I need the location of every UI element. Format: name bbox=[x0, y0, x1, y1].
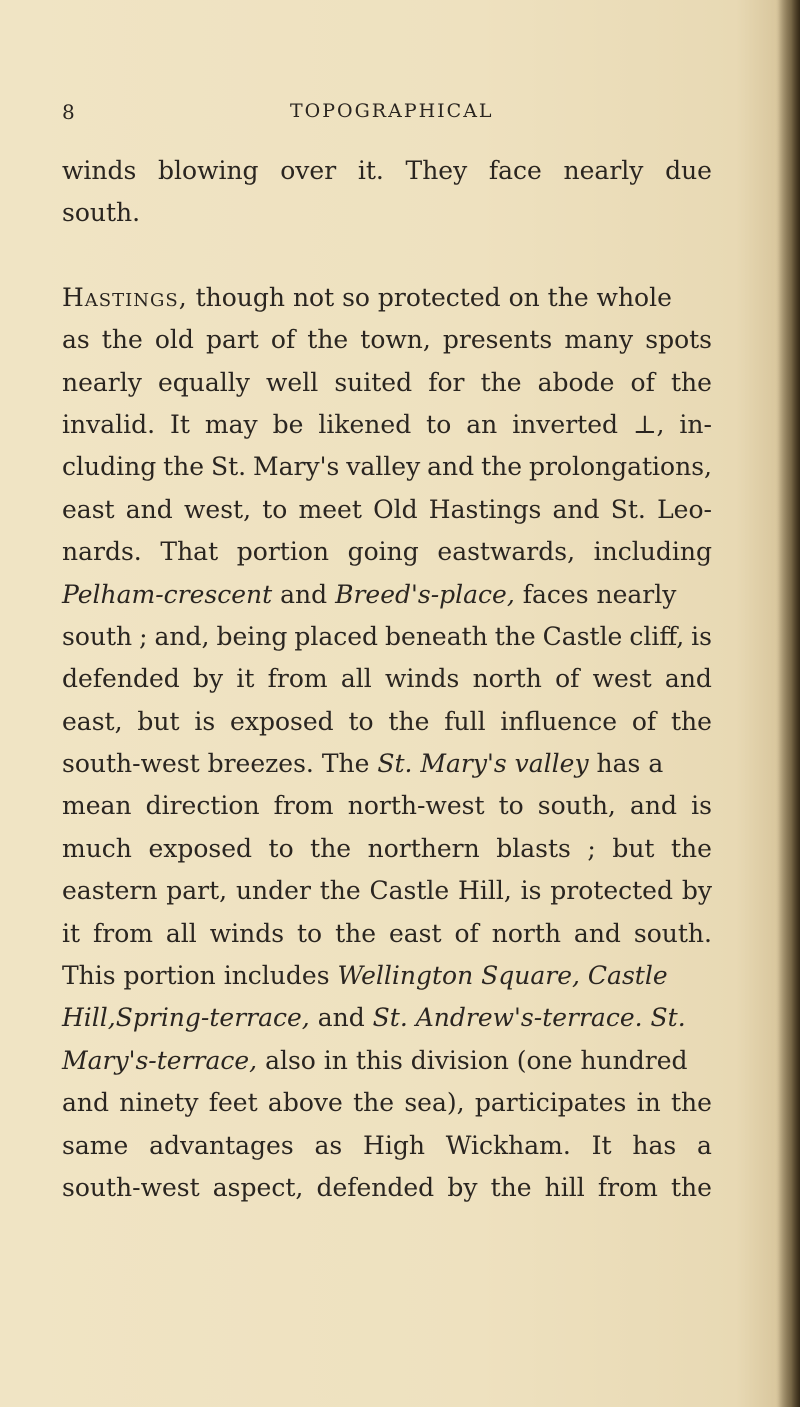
word: Hill, bbox=[458, 876, 512, 906]
word: north bbox=[472, 664, 542, 694]
word: ⊥, bbox=[632, 409, 665, 439]
word: to bbox=[297, 918, 323, 948]
text-line: Pelham-crescent and Breed's-place, faces nearly bbox=[62, 579, 677, 609]
word: south. bbox=[633, 918, 712, 948]
text-line: Hastings, though not so protected on the whole bbox=[62, 282, 672, 312]
word: above bbox=[267, 1088, 343, 1118]
word: the bbox=[335, 918, 377, 948]
word: of bbox=[631, 706, 657, 736]
text-line: south-west breezes. The St. Mary's valley has a bbox=[62, 749, 664, 779]
word: and bbox=[573, 918, 621, 948]
word: from bbox=[597, 1172, 658, 1202]
word: eastwards, bbox=[437, 537, 576, 567]
word: the bbox=[671, 706, 712, 736]
word: has bbox=[632, 1130, 677, 1160]
text-line bbox=[62, 1125, 712, 1167]
word: advantages bbox=[149, 1130, 294, 1160]
word: cliff, bbox=[629, 621, 685, 651]
word: much bbox=[62, 833, 132, 863]
word: from bbox=[267, 664, 328, 694]
running-head: TOPOGRAPHICAL bbox=[290, 100, 494, 122]
word: from bbox=[273, 791, 334, 821]
word: aspect, bbox=[212, 1172, 304, 1202]
word: Leo- bbox=[657, 494, 712, 524]
word: and, bbox=[154, 621, 210, 651]
word: High bbox=[363, 1130, 425, 1160]
word: blasts bbox=[496, 833, 571, 863]
word: Castle bbox=[369, 876, 450, 906]
word: exposed bbox=[148, 833, 253, 863]
text-line bbox=[62, 1082, 712, 1124]
word: the bbox=[319, 876, 361, 906]
word: It bbox=[591, 1130, 612, 1160]
word: all bbox=[165, 918, 197, 948]
word: south bbox=[62, 621, 133, 651]
word: from bbox=[92, 918, 153, 948]
word: going bbox=[347, 537, 419, 567]
word: That bbox=[160, 537, 219, 567]
word: placed bbox=[294, 621, 379, 651]
word: west, bbox=[184, 494, 252, 524]
word: and bbox=[629, 791, 677, 821]
word: due bbox=[665, 156, 712, 185]
word: to bbox=[348, 706, 374, 736]
word: defended bbox=[316, 1172, 435, 1202]
word: in bbox=[636, 1088, 661, 1118]
word: eastern bbox=[62, 876, 158, 906]
word: it bbox=[62, 918, 81, 948]
text-line: Mary's-terrace, also in this division (one hundred bbox=[62, 1045, 688, 1075]
word: the bbox=[353, 1088, 395, 1118]
word: west bbox=[592, 664, 652, 694]
word: invalid. bbox=[62, 409, 156, 439]
word: winds bbox=[209, 918, 285, 948]
word: Wickham. bbox=[445, 1130, 571, 1160]
word: of bbox=[270, 325, 296, 355]
word: St. bbox=[610, 494, 646, 524]
word: blowing bbox=[158, 156, 259, 185]
word: being bbox=[216, 621, 288, 651]
page-number: 8 bbox=[62, 100, 76, 124]
place-name-hastings: Hastings, bbox=[62, 282, 188, 312]
word: It bbox=[170, 409, 190, 439]
word: influence bbox=[500, 706, 617, 736]
text-line bbox=[62, 489, 712, 531]
word: in- bbox=[679, 409, 712, 439]
word: and bbox=[62, 1088, 110, 1118]
text-line bbox=[62, 362, 712, 404]
word: the bbox=[310, 833, 352, 863]
word: nards. bbox=[62, 537, 142, 567]
word: to bbox=[426, 409, 452, 439]
word: likened bbox=[318, 409, 412, 439]
word: feet bbox=[208, 1088, 258, 1118]
word: participates bbox=[474, 1088, 627, 1118]
word: mean bbox=[62, 791, 132, 821]
word: for bbox=[428, 367, 465, 397]
word: well bbox=[266, 367, 319, 397]
word: by bbox=[447, 1172, 478, 1202]
word: cluding bbox=[62, 452, 157, 482]
word: nearly bbox=[563, 156, 644, 185]
word: and bbox=[664, 664, 712, 694]
word: the bbox=[480, 367, 522, 397]
word: the bbox=[481, 452, 523, 482]
word: is bbox=[691, 791, 712, 821]
word: it bbox=[236, 664, 255, 694]
word: beneath bbox=[385, 621, 488, 651]
word: a bbox=[697, 1130, 712, 1160]
word: Old bbox=[373, 494, 418, 524]
word: Hastings bbox=[428, 494, 542, 524]
word: valley bbox=[346, 452, 421, 482]
word: hill bbox=[544, 1172, 585, 1202]
word: south, bbox=[537, 791, 616, 821]
text-line bbox=[62, 785, 712, 827]
word: as bbox=[314, 1130, 343, 1160]
word: prolongations, bbox=[528, 452, 712, 482]
word: but bbox=[612, 833, 655, 863]
word: St. bbox=[211, 452, 247, 482]
word: by bbox=[681, 876, 712, 906]
word: to bbox=[268, 833, 294, 863]
text-line: south. bbox=[62, 198, 141, 228]
word: They bbox=[405, 156, 468, 185]
word: the bbox=[101, 325, 143, 355]
word: part, bbox=[166, 876, 228, 906]
word: it. bbox=[357, 156, 384, 185]
word: and bbox=[125, 494, 173, 524]
word: the bbox=[670, 367, 712, 397]
text-line bbox=[62, 150, 712, 192]
text-line bbox=[62, 658, 712, 700]
word: the bbox=[307, 325, 349, 355]
word: is bbox=[194, 706, 216, 736]
word: the bbox=[388, 706, 430, 736]
word: east, bbox=[62, 706, 123, 736]
word: northern bbox=[367, 833, 480, 863]
word: meet bbox=[298, 494, 362, 524]
word: is bbox=[691, 621, 712, 651]
word: east bbox=[388, 918, 442, 948]
word: full bbox=[444, 706, 486, 736]
word: nearly bbox=[62, 367, 142, 397]
word: winds bbox=[62, 156, 137, 185]
word: of bbox=[454, 918, 479, 948]
word: all bbox=[340, 664, 372, 694]
word: is bbox=[520, 876, 542, 906]
word: part bbox=[205, 325, 259, 355]
word: portion bbox=[236, 537, 329, 567]
text-line bbox=[62, 616, 712, 658]
word: the bbox=[490, 1172, 532, 1202]
word: east bbox=[62, 494, 115, 524]
word: by bbox=[192, 664, 224, 694]
text-line bbox=[62, 404, 712, 446]
word: same bbox=[62, 1130, 129, 1160]
word: town, bbox=[360, 325, 431, 355]
word: equally bbox=[157, 367, 250, 397]
word: sea), bbox=[404, 1088, 465, 1118]
text-line: This portion includes Wellington Square, Castle bbox=[62, 961, 668, 991]
word: an bbox=[466, 409, 498, 439]
paragraph-gap bbox=[62, 235, 712, 277]
word: the bbox=[494, 621, 536, 651]
text-line bbox=[62, 1167, 712, 1209]
word: of bbox=[555, 664, 580, 694]
word: north-west bbox=[347, 791, 485, 821]
word: under bbox=[235, 876, 311, 906]
word: many bbox=[564, 325, 634, 355]
text-line bbox=[62, 828, 712, 870]
word: but bbox=[137, 706, 180, 736]
word: exposed bbox=[230, 706, 334, 736]
word: south-west bbox=[62, 1172, 200, 1202]
word: presents bbox=[442, 325, 553, 355]
word: to bbox=[262, 494, 288, 524]
word: Castle bbox=[542, 621, 623, 651]
word: the bbox=[163, 452, 205, 482]
text-line: Hill,Spring-terrace, and St. Andrew's-terrace. St. bbox=[62, 1003, 686, 1033]
word: winds bbox=[384, 664, 460, 694]
word: direction bbox=[145, 791, 260, 821]
word: suited bbox=[334, 367, 413, 397]
text-line bbox=[62, 446, 712, 488]
page-edge-shadow bbox=[778, 0, 800, 1407]
word: abode bbox=[537, 367, 615, 397]
text-line bbox=[62, 870, 712, 912]
text-line bbox=[62, 531, 712, 573]
word: be bbox=[272, 409, 304, 439]
word: old bbox=[154, 325, 194, 355]
word: protected bbox=[550, 876, 673, 906]
word: ninety bbox=[119, 1088, 199, 1118]
word: north bbox=[491, 918, 561, 948]
word: the bbox=[671, 1088, 712, 1118]
word: may bbox=[204, 409, 258, 439]
text-line bbox=[62, 701, 712, 743]
word: of bbox=[630, 367, 655, 397]
word: over bbox=[280, 156, 337, 185]
word: including bbox=[593, 537, 712, 567]
text-line bbox=[62, 913, 712, 955]
word: Mary's bbox=[253, 452, 340, 482]
word: inverted bbox=[512, 409, 618, 439]
word: ; bbox=[587, 833, 596, 863]
word: defended bbox=[62, 664, 180, 694]
word: face bbox=[488, 156, 542, 185]
word: and bbox=[427, 452, 475, 482]
word: spots bbox=[645, 325, 712, 355]
word: the bbox=[670, 1172, 712, 1202]
word: ; bbox=[139, 621, 148, 651]
word: and bbox=[552, 494, 600, 524]
word: to bbox=[498, 791, 524, 821]
body-text bbox=[62, 150, 712, 1209]
word: the bbox=[671, 833, 712, 863]
text-line bbox=[62, 319, 712, 361]
word: as bbox=[62, 325, 90, 355]
